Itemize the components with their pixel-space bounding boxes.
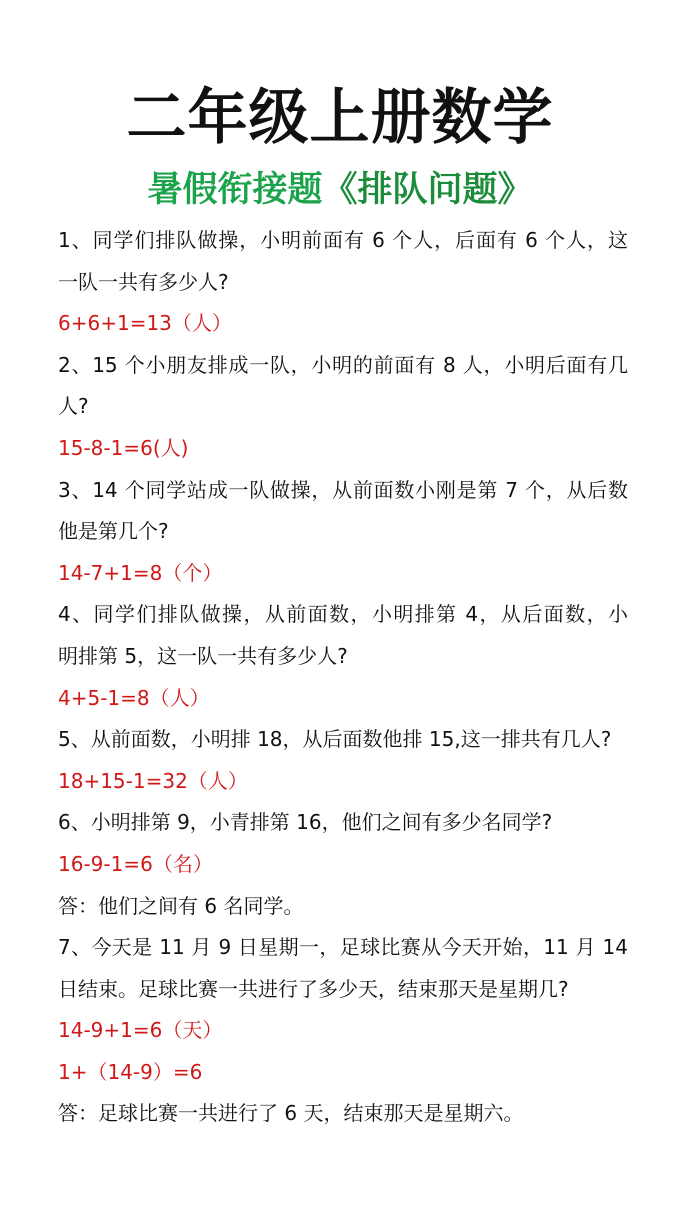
subtitle-part2: 《排队问题》 bbox=[322, 170, 533, 210]
page-title: 二年级上册数学 bbox=[126, 83, 554, 153]
problem-5-line-1: 5、从前面数，小明排 18，从后面数他排 15,这一排共有几人? bbox=[58, 727, 612, 752]
problem-3-line-1: 3、14 个同学站成一队做操，从前面数小刚是第 7 个，从后数 bbox=[58, 477, 628, 502]
problem-4-line-2: 明排第 5，这一队一共有多少人? bbox=[58, 643, 348, 668]
problem-3-answer: 14-7+1=8（个） bbox=[58, 560, 223, 585]
problem-1-answer: 6+6+1=13（人） bbox=[58, 311, 232, 336]
problem-4-answer: 4+5-1=8（人） bbox=[58, 685, 210, 710]
problem-4-line-1: 4、同学们排队做操，从前面数，小明排第 4，从后面数，小 bbox=[58, 602, 628, 627]
problem-7-answer-2: 1+（14-9）=6 bbox=[58, 1059, 203, 1084]
problem-2-answer: 15-8-1=6(人) bbox=[58, 435, 189, 460]
problem-7-line-2: 日结束。足球比赛一共进行了多少天，结束那天是星期几? bbox=[58, 976, 569, 1001]
problem-5-answer: 18+15-1=32（人） bbox=[58, 768, 248, 793]
problem-7-reply: 答：足球比赛一共进行了 6 天，结束那天是星期六。 bbox=[58, 1101, 524, 1126]
problem-1-line-2: 一队一共有多少人? bbox=[58, 269, 229, 294]
subtitle-part1: 暑假衔接题 bbox=[147, 170, 323, 210]
problem-6-line-1: 6、小明排第 9，小青排第 16，他们之间有多少名同学? bbox=[58, 810, 553, 835]
problem-2-line-1: 2、15 个小朋友排成一队，小明的前面有 8 人，小明后面有几 bbox=[58, 352, 628, 377]
problem-2-line-2: 人? bbox=[58, 394, 89, 419]
problem-1-line-1: 1、同学们排队做操，小明前面有 6 个人，后面有 6 个人，这 bbox=[58, 228, 628, 252]
problem-7-answer-1: 14-9+1=6（天） bbox=[58, 1018, 223, 1043]
problem-7-line-1: 7、今天是 11 月 9 日星期一，足球比赛从今天开始，11 月 14 bbox=[58, 935, 628, 960]
problem-6-answer: 16-9-1=6（名） bbox=[58, 851, 213, 876]
problem-list bbox=[58, 220, 628, 1135]
problem-6-reply: 答：他们之间有 6 名同学。 bbox=[58, 893, 304, 918]
page-subtitle bbox=[0, 166, 680, 214]
problem-3-line-2: 他是第几个? bbox=[58, 519, 169, 544]
